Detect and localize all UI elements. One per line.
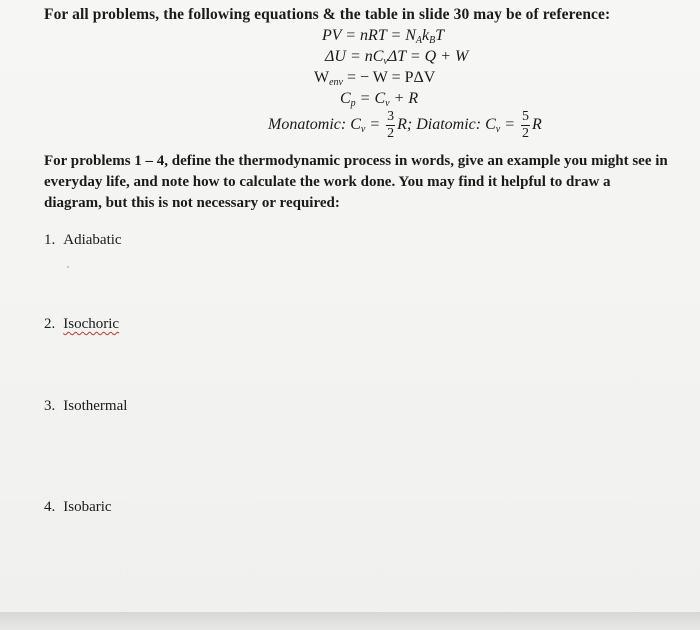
eq2-sub: v — [383, 56, 388, 67]
frac2-numerator: 5 — [522, 109, 530, 124]
eq3-sub: env — [329, 77, 343, 88]
fraction-five-halves — [521, 110, 530, 141]
eq5-diatomic-label: R; Diatomic: C — [397, 116, 496, 134]
eq5-sub2: v — [495, 124, 501, 136]
eq4-sub-p: p — [350, 98, 356, 109]
problem-4 — [44, 499, 112, 516]
eq1-sub-b: B — [429, 35, 436, 46]
eq4-lhs: C — [340, 90, 351, 107]
problem-1 — [44, 232, 122, 249]
eq1-lhs: PV = nRT = N — [322, 27, 416, 44]
equation-internal-energy — [325, 48, 468, 67]
eq1-end: T — [435, 27, 445, 44]
eq5-monatomic-label: Monatomic: C — [268, 116, 361, 134]
eq4-sub-v: v — [385, 98, 390, 109]
eq1-mid: k — [422, 27, 430, 44]
problem-3 — [44, 398, 127, 415]
eq3-rhs: = − W = PΔV — [343, 69, 436, 86]
eq3-lhs: W — [314, 69, 330, 86]
eq5-end: R — [532, 116, 542, 134]
problem-label: Adiabatic — [63, 232, 122, 248]
problem-number: 1. — [44, 232, 56, 248]
frac1-numerator: 3 — [387, 109, 395, 124]
eq1-sub-a: A — [415, 35, 423, 46]
eq5-sub1: v — [360, 124, 366, 136]
equation-heat-capacity — [340, 90, 418, 109]
equation-ideal-gas — [322, 27, 444, 46]
intro-text: For all problems, the following equations & the table in slide 30 may be of reference: — [44, 6, 611, 23]
problem-number: 3. — [44, 398, 56, 414]
equation-work — [314, 69, 435, 88]
problem-label: Isothermal — [63, 398, 128, 414]
problem-number: 2. — [44, 316, 56, 332]
eq4-mid: = C — [355, 90, 386, 107]
instructions-text: For problems 1 – 4, define the thermodynamic process in words, give an example you might see in everyday life, and note how to calculate the work done. You may find it helpful to draw a diagram, but this is not necessary or required: — [44, 153, 668, 211]
equation-monatomic-diatomic — [268, 110, 542, 141]
problem-number: 4. — [44, 499, 56, 515]
eq4-end: + R — [389, 90, 419, 107]
problem-label: Isochoric — [63, 316, 120, 332]
eq5-equals1: = — [365, 116, 385, 134]
fraction-three-halves — [386, 110, 395, 141]
eq5-equals2: = — [500, 116, 520, 134]
eq2-rhs: ΔT = Q + W — [387, 48, 469, 65]
eq2-lhs: ΔU = nC — [325, 48, 384, 65]
problem-label: Isobaric — [63, 499, 112, 515]
frac1-denominator: 2 — [387, 126, 395, 141]
page-bottom-edge — [0, 612, 700, 630]
problem-2 — [44, 316, 119, 333]
frac2-denominator: 2 — [522, 126, 530, 141]
stray-mark — [67, 266, 69, 268]
